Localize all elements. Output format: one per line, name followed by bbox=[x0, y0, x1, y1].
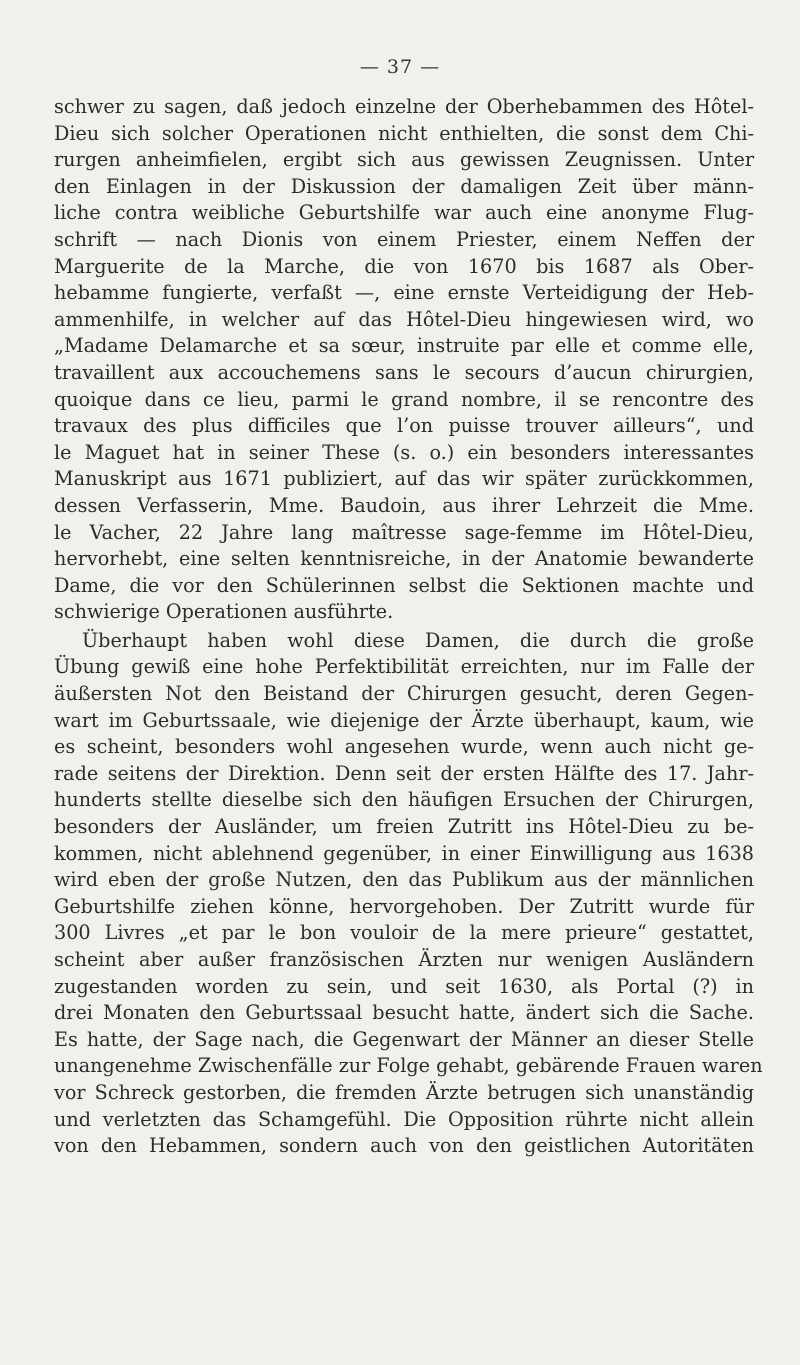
text-line: und verletzten das Schamgefühl. Die Opposition rührte nicht allein bbox=[54, 1107, 754, 1131]
text-line: Dieu sich solcher Operationen nicht enthielten, die sonst dem Chi- bbox=[54, 121, 754, 145]
text-line: Es hatte, der Sage nach, die Gegenwart der Männer an dieser Stelle bbox=[54, 1027, 754, 1051]
text-line: Manuskript aus 1671 publiziert, auf das wir später zurückkommen, bbox=[54, 467, 754, 491]
text-line: Überhaupt haben wohl diese Damen, die durch die große bbox=[82, 628, 754, 652]
text-line: le Vacher, 22 Jahre lang maîtresse sage-femme im Hôtel-Dieu, bbox=[54, 520, 754, 544]
text-line: rurgen anheimfielen, ergibt sich aus gewissen Zeugnissen. Unter bbox=[54, 148, 754, 172]
text-line: schwierige Operationen ausführte. bbox=[54, 600, 394, 624]
text-line: le Maguet hat in seiner These (s. o.) ein besonders interessantes bbox=[54, 440, 754, 464]
text-line: wird eben der große Nutzen, den das Publikum aus der männlichen bbox=[54, 868, 754, 892]
text-line: vor Schreck gestorben, die fremden Ärzte betrugen sich unanständig bbox=[54, 1080, 754, 1104]
text-line: wart im Geburtssaale, wie diejenige der Ärzte überhaupt, kaum, wie bbox=[54, 708, 754, 732]
text-line: schrift — nach Dionis von einem Priester, einem Neffen der bbox=[54, 227, 754, 251]
text-line: schwer zu sagen, daß jedoch einzelne der Oberhebammen des Hôtel- bbox=[54, 95, 754, 118]
text-line: Übung gewiß eine hohe Perfektibilität erreichten, nur im Falle der bbox=[54, 655, 754, 679]
text-line: ammenhilfe, in welcher auf das Hôtel-Dieu hingewiesen wird, wo bbox=[54, 307, 754, 331]
text-line: es scheint, besonders wohl angesehen wurde, wenn auch nicht ge- bbox=[54, 735, 754, 759]
text-line: unangenehme Zwischenfälle zur Folge gehabt, gebärende Frauen waren bbox=[54, 1054, 763, 1078]
text-line: hebamme fungierte, verfaßt —, eine ernste Verteidigung der Heb- bbox=[54, 281, 754, 305]
text-line: travaillent aux accouchemens sans le secours d’aucun chirurgien, bbox=[54, 360, 754, 384]
text-line: drei Monaten den Geburtssaal besucht hatte, ändert sich die Sache. bbox=[54, 1001, 754, 1025]
text-line: liche contra weibliche Geburtshilfe war auch eine anonyme Flug- bbox=[54, 201, 754, 225]
text-line: travaux des plus difficiles que l’on puisse trouver ailleurs“, und bbox=[54, 414, 754, 438]
text-line: Marguerite de la Marche, die von 1670 bis 1687 als Ober- bbox=[54, 254, 754, 278]
text-line: äußersten Not den Beistand der Chirurgen gesucht, deren Gegen- bbox=[54, 682, 754, 706]
text-line: rade seitens der Direktion. Denn seit der ersten Hälfte des 17. Jahr- bbox=[54, 761, 754, 785]
text-line: Geburtshilfe ziehen könne, hervorgehoben. Der Zutritt wurde für bbox=[54, 894, 754, 918]
text-line: besonders der Ausländer, um freien Zutritt ins Hôtel-Dieu zu be- bbox=[54, 815, 754, 839]
paragraph-2 bbox=[54, 628, 763, 1160]
text-line: hervorhebt, eine selten kenntnisreiche, in der Anatomie bewanderte bbox=[54, 547, 754, 571]
text-line: 300 Livres „et par le bon vouloir de la mere prieure“ gestattet, bbox=[54, 921, 754, 945]
paragraph-1 bbox=[54, 94, 754, 626]
text-line: von den Hebammen, sondern auch von den geistlichen Autoritäten bbox=[54, 1134, 754, 1158]
body-text bbox=[54, 94, 763, 1160]
text-line: dessen Verfasserin, Mme. Baudoin, aus ihrer Lehrzeit die Mme. bbox=[54, 493, 754, 517]
text-line: hunderts stellte dieselbe sich den häufigen Ersuchen der Chirurgen, bbox=[54, 788, 754, 812]
text-line: den Einlagen in der Diskussion der damaligen Zeit über männ- bbox=[54, 174, 754, 198]
text-line: scheint aber außer französischen Ärzten nur wenigen Ausländern bbox=[54, 948, 754, 971]
text-line: kommen, nicht ablehnend gegenüber, in einer Einwilligung aus 1638 bbox=[54, 841, 754, 865]
page-number: — 37 — bbox=[359, 56, 441, 78]
text-line: zugestanden worden zu sein, und seit 1630, als Portal (?) in bbox=[54, 974, 754, 998]
text-line: quoique dans ce lieu, parmi le grand nombre, il se rencontre des bbox=[54, 387, 754, 411]
text-line: Dame, die vor den Schülerinnen selbst die Sektionen machte und bbox=[54, 573, 754, 597]
text-line: „Madame Delamarche et sa sœur, instruite par elle et comme elle, bbox=[54, 334, 754, 358]
